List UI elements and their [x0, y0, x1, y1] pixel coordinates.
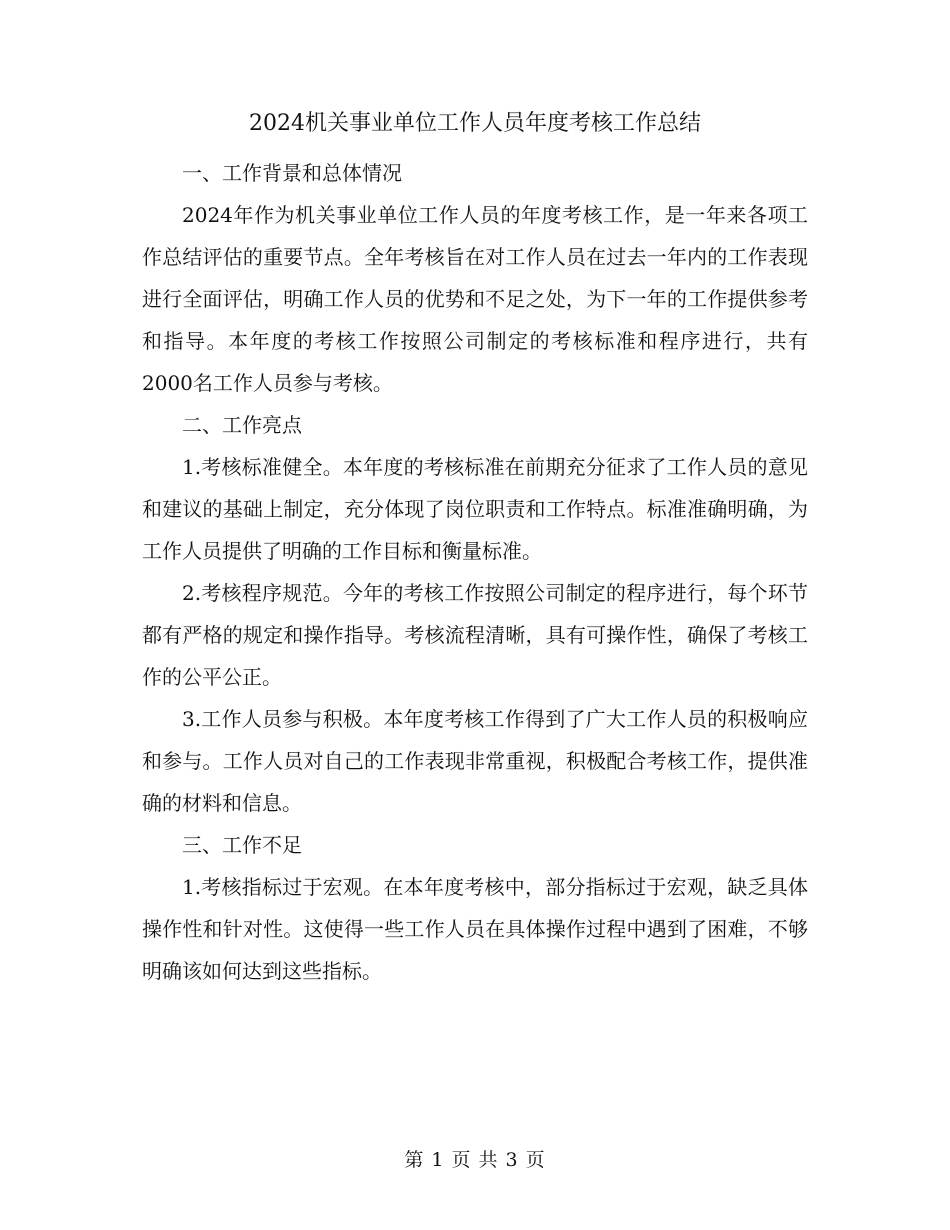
section-heading-shortcomings: 三、工作不足 [182, 833, 302, 857]
document-title: 2024机关事业单位工作人员年度考核工作总结 [249, 111, 701, 136]
paragraph-highlight-3: 3.工作人员参与积极。本年度考核工作得到了广大工作人员的积极响应和参与。工作人员对自己的工作表现非常重视，积极配合考核工作，提供准确的材料和信息。 [142, 707, 808, 815]
paragraph-highlight-1: 1.考核标准健全。本年度的考核标准在前期充分征求了工作人员的意见和建议的基础上制定，充分体现了岗位职责和工作特点。标准准确明确，为工作人员提供了明确的工作目标和衡量标准。 [142, 455, 808, 563]
document-body [142, 152, 808, 992]
section-heading-background: 一、工作背景和总体情况 [182, 161, 402, 185]
page-number-footer: 第 1 页 共 3 页 [404, 1149, 546, 1171]
section-heading-highlights: 二、工作亮点 [182, 413, 302, 437]
paragraph-shortcoming-1: 1.考核指标过于宏观。在本年度考核中，部分指标过于宏观，缺乏具体操作性和针对性。这使得一些工作人员在具体操作过程中遇到了困难，不够明确该如何达到这些指标。 [142, 875, 808, 983]
paragraph-highlight-2: 2.考核程序规范。今年的考核工作按照公司制定的程序进行，每个环节都有严格的规定和操作指导。考核流程清晰，具有可操作性，确保了考核工作的公平公正。 [142, 581, 808, 689]
paragraph-background: 2024年作为机关事业单位工作人员的年度考核工作，是一年来各项工作总结评估的重要节点。全年考核旨在对工作人员在过去一年内的工作表现进行全面评估，明确工作人员的优势和不足之处，为下一年的工作提供参考和指导。本年度的考核工作按照公司制定的考核标准和程序进行，共有2000名工作人员参与考核。 [142, 203, 808, 395]
